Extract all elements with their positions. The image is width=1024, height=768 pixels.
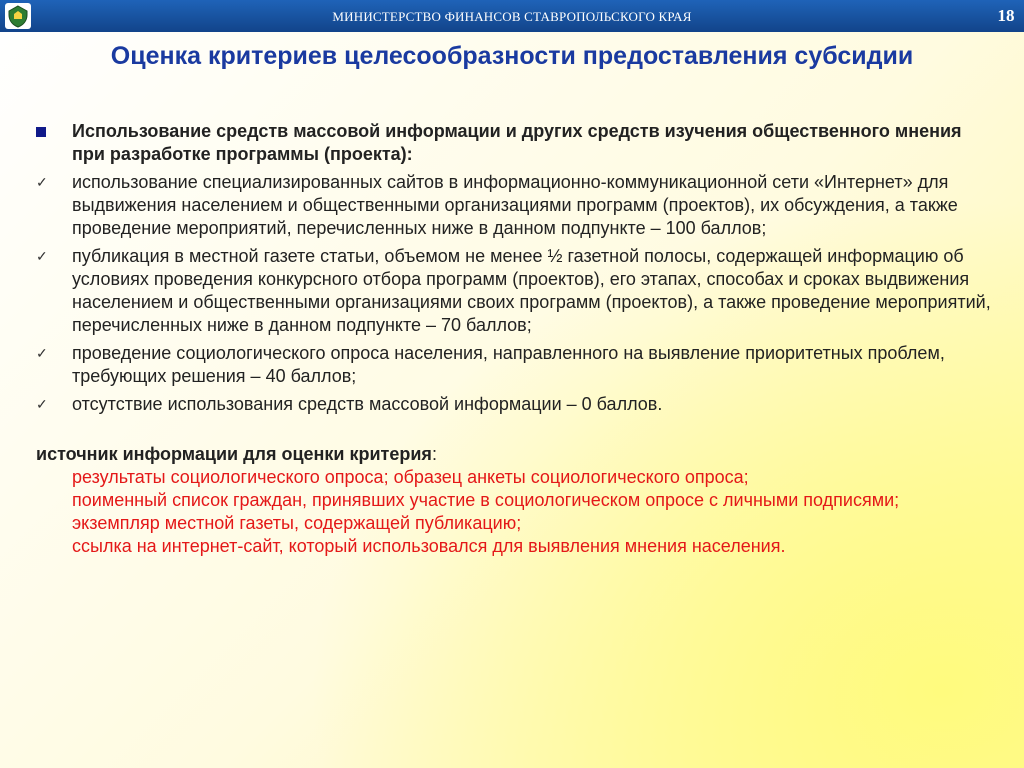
list-item-text: публикация в местной газете статьи, объемом не менее ½ газетной полосы, содержащей информацию об условиях проведения конкурсного отбора программ (проектов), его этапах, способах и сроках выдвижения населением и общественными организациями своих программ (проектов), а также проведение мероприятий, перечисленных ниже в данном подпункте – 70 баллов; [72, 246, 991, 335]
checkmark-icon: ✓ [36, 396, 48, 412]
slide-title: Оценка критериев целесообразности предоставления субсидии [110, 42, 914, 70]
source-line: поименный список граждан, принявших участие в социологическом опросе с личными подписями; [72, 490, 900, 510]
header-bar [0, 0, 1024, 32]
square-bullet-icon [36, 120, 46, 143]
heading-row [36, 120, 998, 166]
heading-text: Использование средств массовой информации и других средств изучения общественного мнения при разработке программы (проекта): [72, 121, 962, 164]
source-line: результаты социологического опроса; образец анкеты социологического опроса; [72, 467, 749, 487]
slide-content [36, 120, 998, 558]
source-lines [36, 466, 998, 558]
list-item-text: отсутствие использования средств массовой информации – 0 баллов. [72, 394, 663, 414]
source-label: источник информации для оценки критерия [36, 444, 432, 464]
list-item [36, 342, 998, 388]
source-colon: : [431, 444, 437, 464]
source-line: экземпляр местной газеты, содержащей публикацию; [72, 513, 522, 533]
slide-number: 18 [997, 6, 1015, 25]
checkmark-icon: ✓ [36, 174, 48, 190]
list-item [36, 245, 998, 337]
list-item [36, 171, 998, 240]
ministry-name: МИНИСТЕРСТВО ФИНАНСОВ СТАВРОПОЛЬСКОГО КРАЯ [332, 9, 692, 24]
source-section [36, 443, 998, 558]
checkmark-icon: ✓ [36, 248, 48, 264]
list-item [36, 393, 998, 416]
source-heading [36, 443, 998, 466]
list-item-text: использование специализированных сайтов в информационно-коммуникационной сети «Интернет» для выдвижения населением и общественными организациями программ (проектов), их обсуждения, а также проведение мероприятий, перечисленных ниже в данном подпункте – 100 баллов; [72, 172, 958, 238]
source-line: ссылка на интернет-сайт, который использовался для выявления мнения населения. [72, 536, 786, 556]
checkmark-icon: ✓ [36, 345, 48, 361]
list-item-text: проведение социологического опроса населения, направленного на выявление приоритетных проблем, требующих решения – 40 баллов; [72, 343, 945, 386]
